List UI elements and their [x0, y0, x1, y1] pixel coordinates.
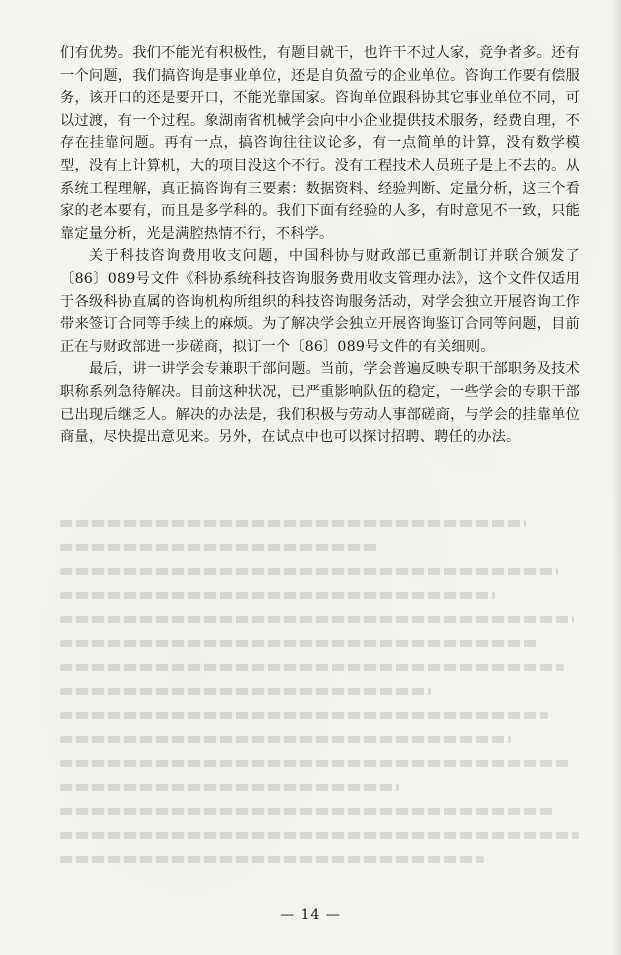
page-number: — 14 — — [280, 907, 341, 923]
show-through-text — [60, 520, 590, 880]
page-edge-shadow — [611, 0, 621, 955]
paragraph-1: 们有优势。我们不能光有积极性，有题目就干，也许干不过人家，竞争者多。还有一个问题，我们搞咨询是事业单位，还是自负盈亏的企业单位。咨询工作要有偿服务，该开口的还是要开口，不能光靠国家。咨询单位跟科协其它事业单位不同，可以过渡，有一个过程。象湖南省机械学会向中小企业提供技术服务，经费自理，不存在挂靠问题。再有一点，搞咨询往往议论多，有一点简单的计算，没有数学模型，没有上计算机，大的项目没这个不行。没有工程技术人员班子是上不去的。从系统工程理解，真正搞咨询有三要素：数据资料、经验判断、定量分析，这三个看家的老本要有，而且是多学科的。我们下面有经验的人多，有时意见不一致，只能靠定量分析，光是满腔热情不行，不科学。 — [60, 45, 580, 242]
paragraph-3: 最后，讲一讲学会专兼职干部问题。当前，学会普遍反映专职干部职务及技术职称系列急待解决。目前这种状况，已严重影响队伍的稳定，一些学会的专职干部已出现后继乏人。解决的办法是，我们积极与劳动人事部磋商，与学会的挂靠单位商量，尽快提出意见来。另外，在试点中也可以探讨招聘、聘任的办法。 — [60, 361, 580, 446]
paragraph-2: 关于科技咨询费用收支问题，中国科协与财政部已重新制订并联合颁发了〔86〕089号文件《科协系统科技咨询服务费用收支管理办法》，这个文件仅适用于各级科协直属的咨询机构所组织的科技咨询服务活动，对学会独立开展咨询工作带来签订合同等手续上的麻烦。为了解决学会独立开展咨询鉴订合同等问题，目前正在与财政部进一步磋商，拟订一个〔86〕089号文件的有关细则。 — [60, 248, 580, 355]
body-text — [60, 42, 580, 449]
